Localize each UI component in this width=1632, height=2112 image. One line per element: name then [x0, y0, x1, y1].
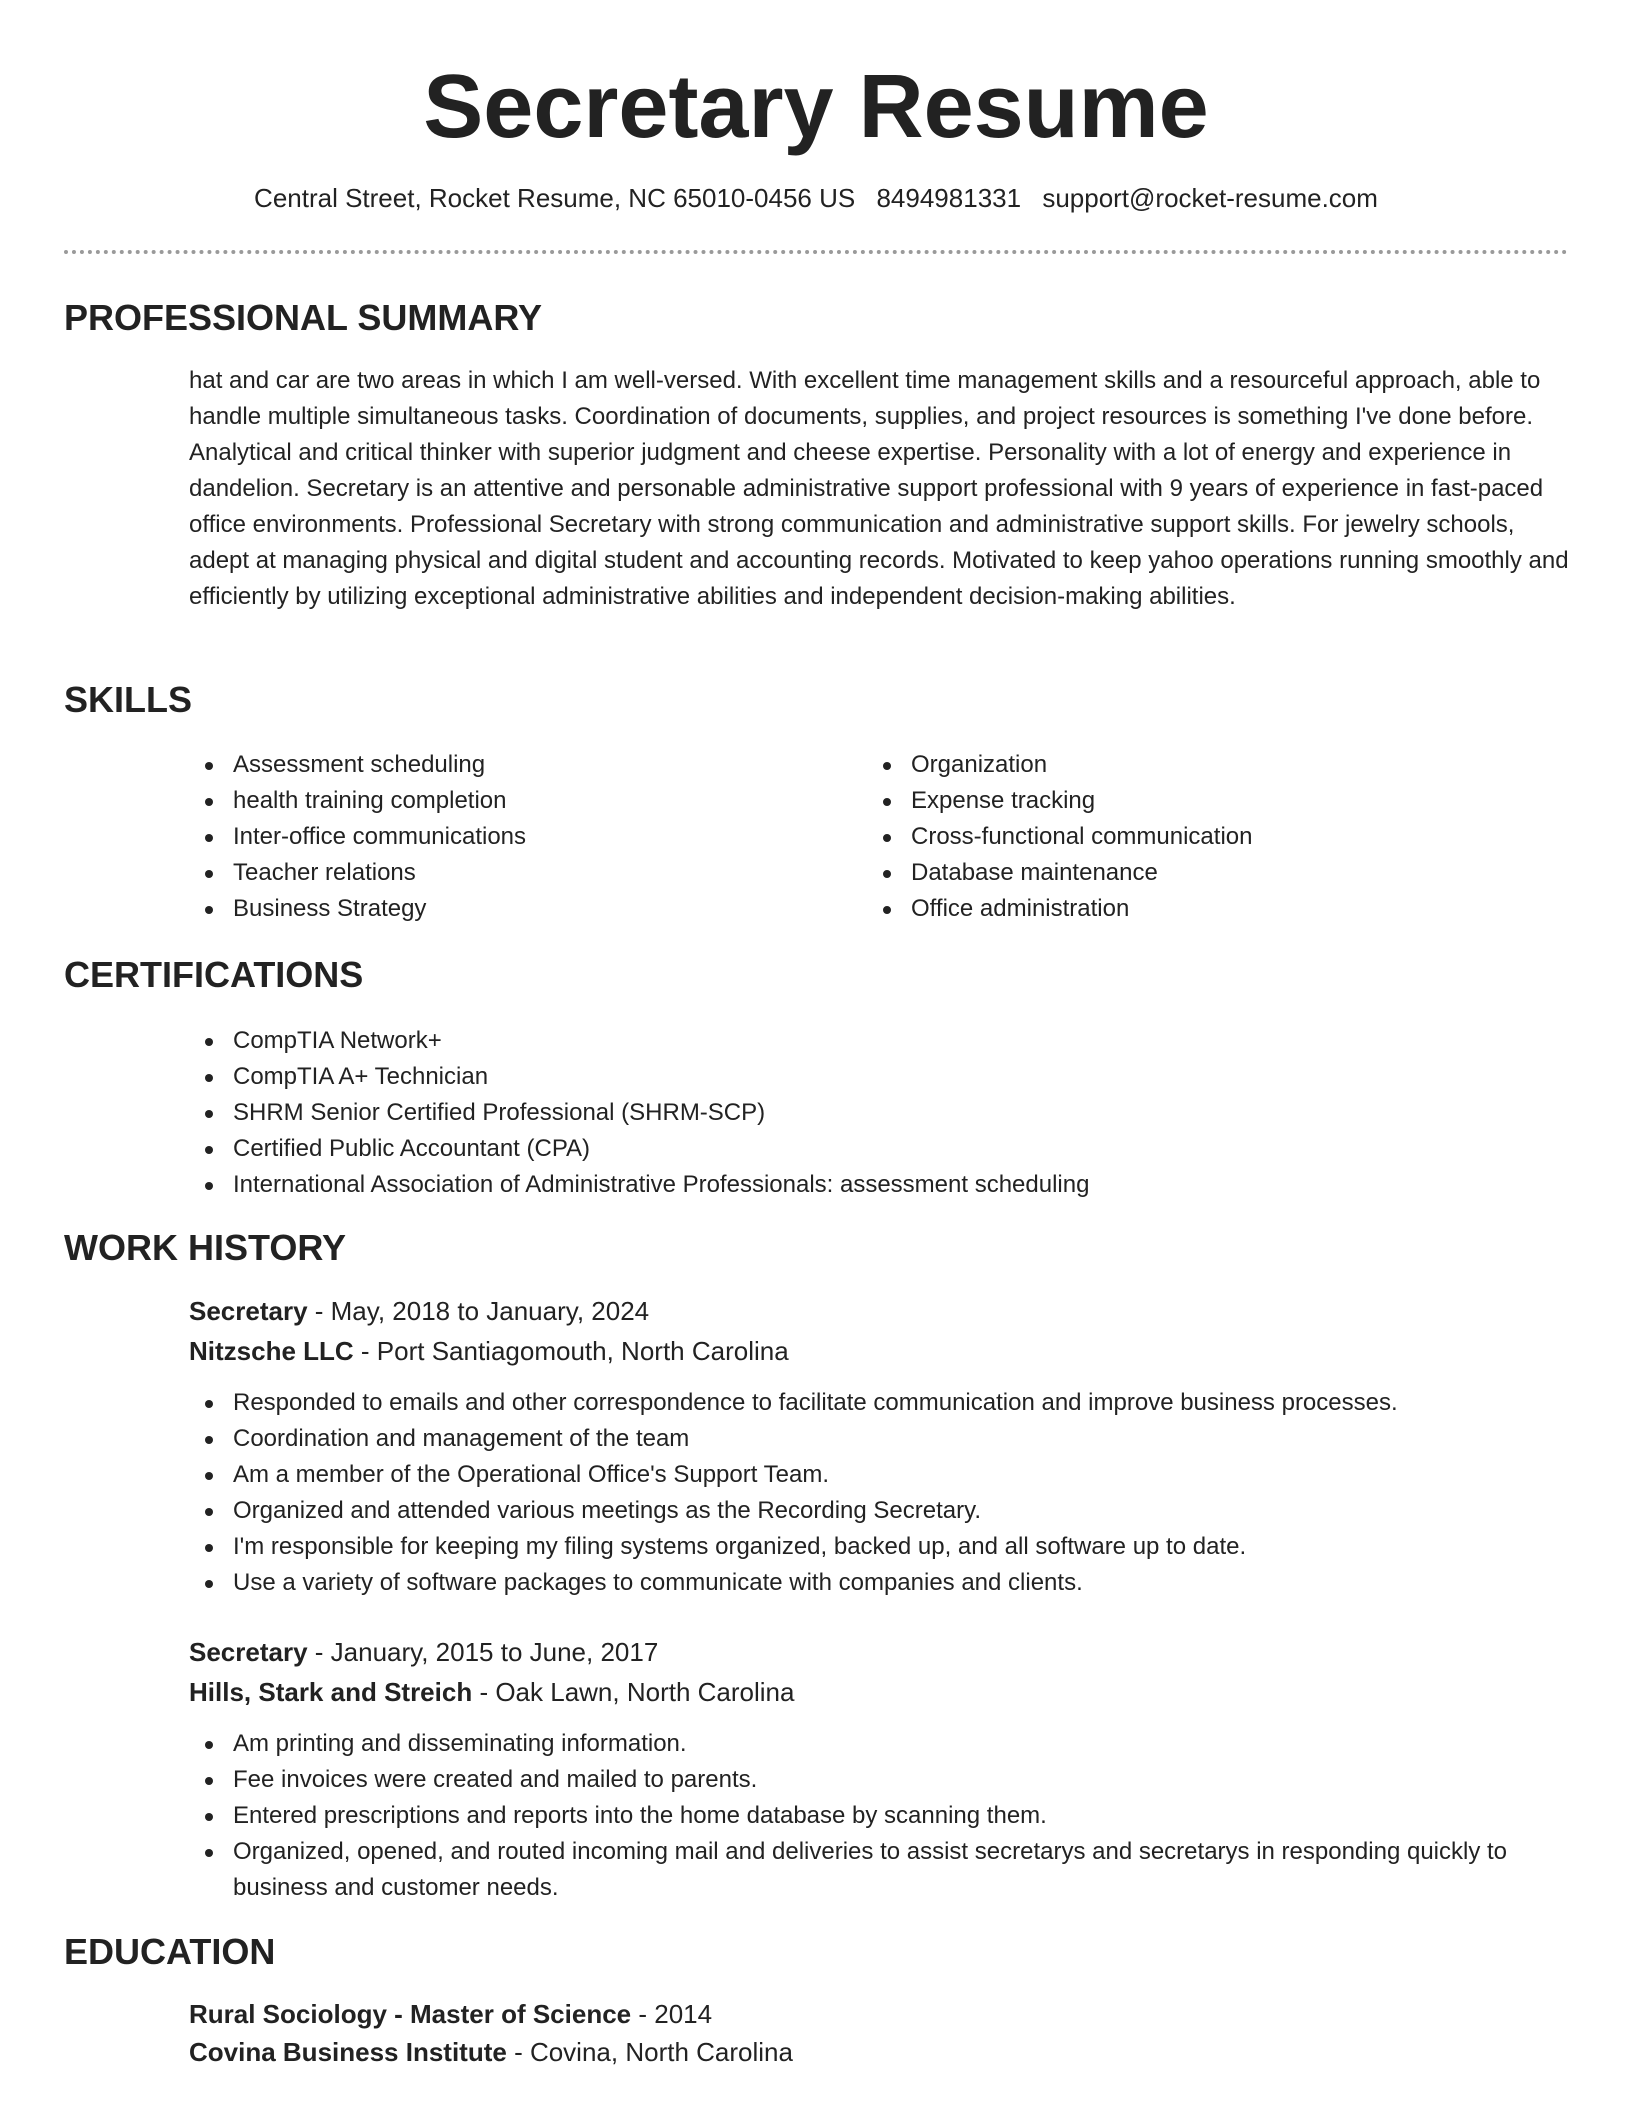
- resume-title: Secretary Resume: [423, 57, 1209, 157]
- certification-item: CompTIA Network+: [189, 1023, 1569, 1059]
- skill-item: Assessment scheduling: [189, 747, 829, 783]
- summary-text: hat and car are two areas in which I am well-versed. With excellent time management skills and a resourceful approach, able to handle multiple simultaneous tasks. Coordination of documents, supplies, and project resources is something I've done before. Analytical and critical thinker with superior judgment and cheese expertise. Personality with a lot of energy and experience in dandelion. Secretary is an attentive and personable administrative support professional with 9 years of experience in fast-paced office environments. Professional Secretary with strong communication and administrative support skills. For jewelry schools, adept at managing physical and digital student and accounting records. Motivated to keep yahoo operations running smoothly and efficiently by utilizing exceptional administrative abilities and independent decision-making abilities.: [189, 367, 1569, 610]
- job-duty-item: I'm responsible for keeping my filing systems organized, backed up, and all software up to date.: [189, 1529, 1569, 1565]
- contact-line: [0, 180, 1632, 216]
- certification-item: Certified Public Accountant (CPA): [189, 1131, 1569, 1167]
- certification-item: International Association of Administrative Professionals: assessment scheduling: [189, 1167, 1569, 1203]
- header-divider: [64, 250, 1568, 254]
- education-heading: EDUCATION: [64, 1931, 276, 1972]
- skill-item: Teacher relations: [189, 855, 829, 891]
- skill-item: Organization: [867, 747, 1507, 783]
- certification-item: CompTIA A+ Technician: [189, 1059, 1569, 1095]
- job-duties-list: [189, 1385, 1569, 1601]
- job-duty-item: Organized and attended various meetings as the Recording Secretary.: [189, 1493, 1569, 1529]
- education-school: Covina Business Institute: [189, 2037, 507, 2067]
- contact-phone: 8494981331: [876, 183, 1022, 213]
- skills-list-left: [189, 747, 829, 927]
- job-title-line: [189, 1291, 649, 1331]
- job-title: Secretary: [189, 1296, 308, 1326]
- education-degree: Rural Sociology - Master of Science: [189, 1999, 632, 2029]
- summary-heading: PROFESSIONAL SUMMARY: [64, 297, 543, 338]
- certifications-heading: CERTIFICATIONS: [64, 954, 364, 995]
- job-duty-item: Use a variety of software packages to communicate with companies and clients.: [189, 1565, 1569, 1601]
- job-company: Nitzsche LLC: [189, 1336, 354, 1366]
- job-dates: - January, 2015 to June, 2017: [307, 1637, 659, 1667]
- job-duty-item: Coordination and management of the team: [189, 1421, 1569, 1457]
- skill-item: Inter-office communications: [189, 819, 829, 855]
- job-company-line: [189, 1331, 789, 1371]
- skill-item: Database maintenance: [867, 855, 1507, 891]
- job-title-line: [189, 1632, 658, 1672]
- certifications-list: [189, 1023, 1569, 1203]
- job-duty-item: Fee invoices were created and mailed to parents.: [189, 1762, 1569, 1798]
- job-location: - Oak Lawn, North Carolina: [472, 1677, 795, 1707]
- skill-item: Business Strategy: [189, 891, 829, 927]
- job-dates: - May, 2018 to January, 2024: [307, 1296, 650, 1326]
- certification-item: SHRM Senior Certified Professional (SHRM-SCP): [189, 1095, 1569, 1131]
- job-duties-list: [189, 1726, 1569, 1906]
- contact-address: Central Street, Rocket Resume, NC 65010-0456 US: [254, 183, 856, 213]
- job-duty-item: Am a member of the Operational Office's Support Team.: [189, 1457, 1569, 1493]
- skill-item: Cross-functional communication: [867, 819, 1507, 855]
- education-location: - Covina, North Carolina: [506, 2037, 793, 2067]
- job-duty-item: Organized, opened, and routed incoming mail and deliveries to assist secretarys and secretarys in responding quickly to business and customer needs.: [189, 1834, 1569, 1906]
- education-year: - 2014: [631, 1999, 713, 2029]
- skills-heading: SKILLS: [64, 679, 193, 720]
- job-company: Hills, Stark and Streich: [189, 1677, 473, 1707]
- job-duty-item: Responded to emails and other correspondence to facilitate communication and improve business processes.: [189, 1385, 1569, 1421]
- education-school-line: [189, 2032, 793, 2072]
- contact-email: support@rocket-resume.com: [1042, 183, 1378, 213]
- job-duty-item: Am printing and disseminating information.: [189, 1726, 1569, 1762]
- work-history-heading: WORK HISTORY: [64, 1227, 347, 1268]
- job-company-line: [189, 1672, 794, 1712]
- job-location: - Port Santiagomouth, North Carolina: [353, 1336, 789, 1366]
- job-duty-item: Entered prescriptions and reports into the home database by scanning them.: [189, 1798, 1569, 1834]
- skill-item: Office administration: [867, 891, 1507, 927]
- skills-list-right: [867, 747, 1507, 927]
- education-degree-line: [189, 1994, 712, 2034]
- skill-item: health training completion: [189, 783, 829, 819]
- job-title: Secretary: [189, 1637, 308, 1667]
- skill-item: Expense tracking: [867, 783, 1507, 819]
